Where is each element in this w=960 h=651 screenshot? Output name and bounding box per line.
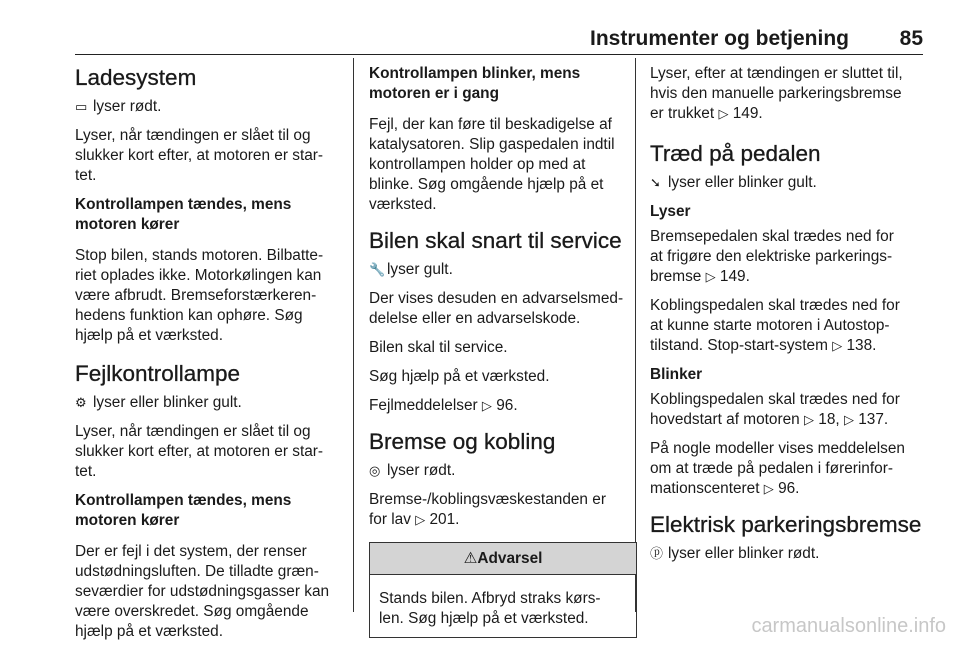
heading-parking-brake: Elektrisk parkeringsbremse [650,512,922,537]
paragraph: På nogle modeller vises meddelelsen om at træde på pedalen i førerinfor- mationscenteret ▷ 96. [650,440,905,497]
page-ref-icon: ▷ [415,512,426,527]
page-ref[interactable]: 201. [429,511,460,528]
heading-fejlkontrollampe: Fejlkontrollampe [75,361,241,386]
heading-service: Bilen skal snart til service [369,228,622,253]
paragraph: Bremse-/koblingsvæskestanden er for lav ▷ 201. [369,491,606,528]
heading-pedal: Træd på pedalen [650,141,821,166]
page-ref-icon: ▷ [481,398,492,413]
service-text: lyser gult. [387,261,453,278]
paragraph: Fejlmeddelelser ▷ 96. [369,397,518,414]
page-ref[interactable]: 149. [719,268,750,285]
paragraph: Der er fejl i det system, der renser udstødningsluften. De tilladte græn- seværdier for udstødningsgasser kan være overskredet. Søg omgående hjælp på et værksted. [75,543,330,640]
pedal-text: lyser eller blinker gult. [668,174,817,191]
epb-text: lyser eller blinker rødt. [668,545,820,562]
page-ref[interactable]: 96. [496,397,518,414]
page-ref[interactable]: 18, [818,411,844,428]
battery-icon: ▭ [75,99,88,114]
paragraph: Fejl, der kan føre til beskadigelse af katalysatoren. Slip gaspedalen indtil kontrollampen holder op med at blinke. Søg omgående hjælp på et værksted. [369,116,615,213]
paragraph: Lyser, når tændingen er slået til og slukker kort efter, at motoren er star- tet. [75,423,324,480]
wrench-car-icon: 🔧 [369,262,386,277]
warning-box [369,542,637,638]
paragraph: Koblingspedalen skal trædes ned for at kunne starte motoren i Autostop- tilstand. Stop-start-system ▷ 138. [650,297,900,354]
pedal-line [650,173,926,193]
column-3 [650,64,926,573]
column-divider [353,58,354,612]
page-ref-icon: ▷ [763,481,774,496]
service-line [369,260,637,280]
brake-text: lyser rødt. [387,462,456,479]
pedal-icon: ➘ [650,175,661,190]
warning-triangle-icon: ⚠ [463,550,478,567]
malfunction-line [75,393,343,413]
page-ref-icon: ▷ [843,412,854,427]
page-ref-icon: ▷ [804,412,814,427]
heading-bremse: Bremse og kobling [369,429,556,454]
warning-text: Stands bilen. Afbryd straks kørs- len. Søg hjælp på et værksted. [379,590,601,627]
page-ref-icon: ▷ [832,338,843,353]
engine-icon: ⚙ [75,395,87,410]
page-ref[interactable]: 149. [732,105,763,122]
brake-circle-icon: ◎ [369,463,381,478]
warning-title: Advarsel [477,550,543,567]
paragraph: Koblingspedalen skal trædes ned for hovedstart af motoren ▷ 18, ▷ 137. [650,391,900,428]
malfunction-text: lyser eller blinker gult. [93,394,242,411]
brake-line [369,461,637,481]
warning-header [370,543,636,575]
paragraph: Søg hjælp på et værksted. [369,368,550,385]
column-2 [369,64,637,638]
paragraph: Lyser, efter at tændingen er sluttet til, hvis den manuelle parkeringsbremse er trukket ▷ 149. [650,65,903,122]
epb-line [650,544,926,564]
subheading: Blinker [650,366,703,383]
page-header [75,24,923,55]
charge-text: lyser rødt. [93,98,162,115]
parking-brake-icon: ⓟ [650,546,664,561]
paragraph: Lyser, når tændingen er slået til og slukker kort efter, at motoren er star- tet. [75,127,324,184]
page-number: 85 [899,27,923,50]
page-ref[interactable]: 138. [846,337,877,354]
section-title: Instrumenter og betjening [589,27,849,50]
watermark: carmanualsonline.info [751,615,946,637]
subheading: Lyser [650,203,691,220]
paragraph: Der vises desuden en advarselsmed- delelse eller en advarselskode. [369,290,624,327]
paragraph: Bilen skal til service. [369,339,508,356]
subheading: Kontrollampen tændes, mens motoren kører [75,492,292,529]
subheading: Kontrollampen tændes, mens motoren kører [75,196,292,233]
charge-line [75,97,343,117]
column-1 [75,64,343,651]
page-ref[interactable]: 96. [778,480,800,497]
page-ref[interactable]: 137. [858,411,889,428]
heading-ladesystem: Ladesystem [75,65,197,90]
paragraph: Stop bilen, stands motoren. Bilbatte- riet oplades ikke. Motorkølingen kan være afbrudt. Bremseforstærkeren- hedens funktion kan ophøre. Søg hjælp på et værksted. [75,247,324,344]
paragraph: Bremsepedalen skal trædes ned for at frigøre den elektriske parkerings- bremse ▷ 149. [650,228,894,285]
page-ref-icon: ▷ [718,106,729,121]
subheading: Kontrollampen blinker, mens motoren er i gang [369,65,581,102]
page-ref-icon: ▷ [705,269,716,284]
